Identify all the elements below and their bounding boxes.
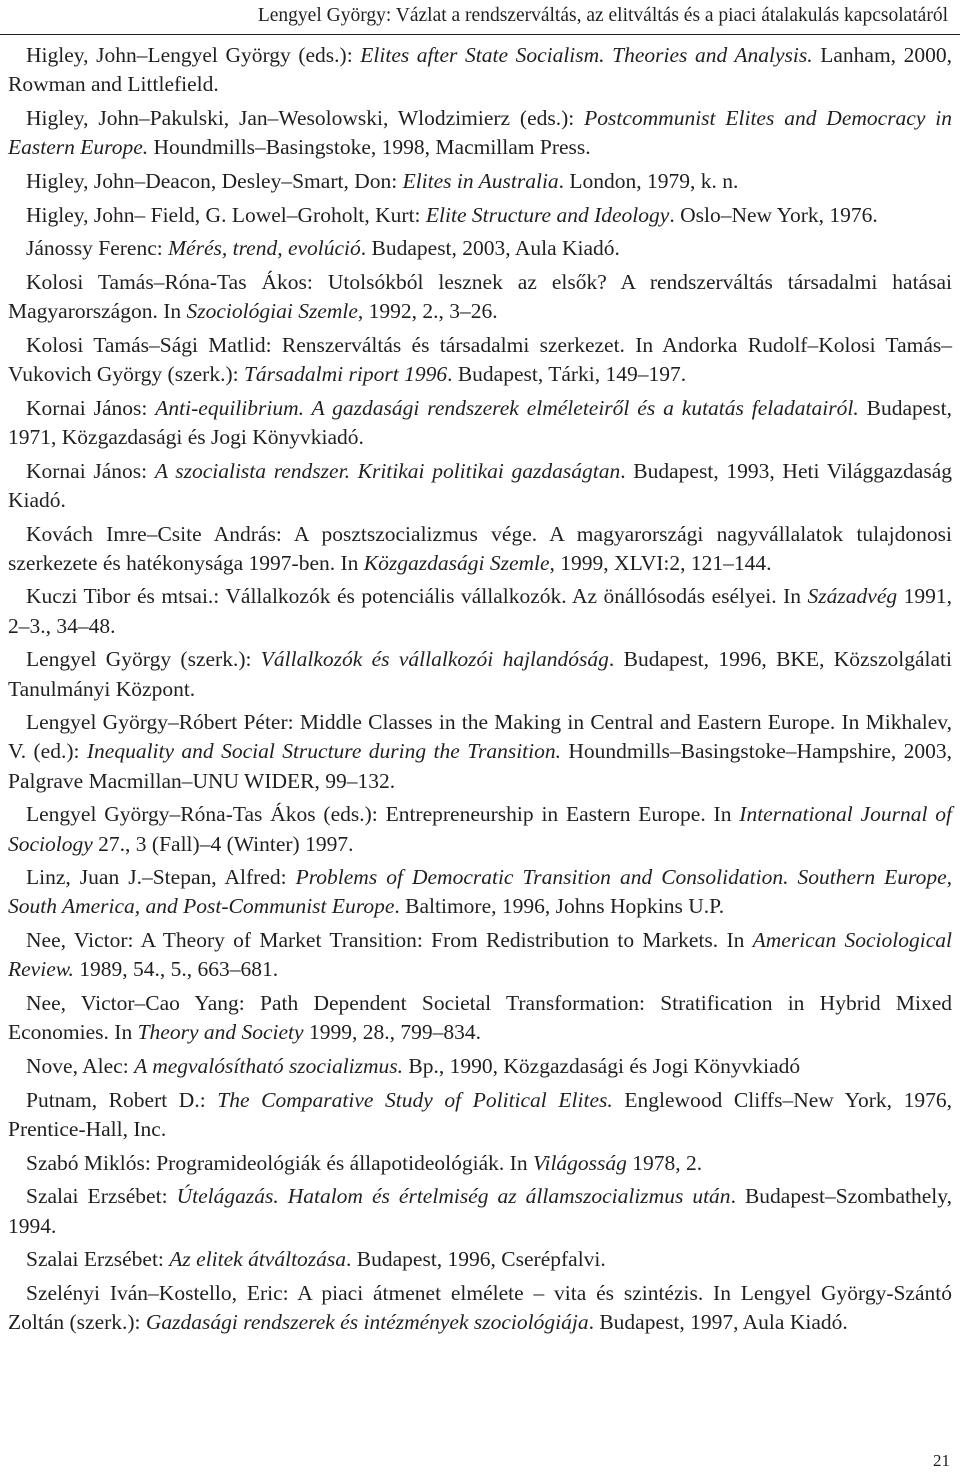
- reference-text: Lengyel György–Róbert Péter: Middle Classes in the Making in Central and Eastern Europe. In Mikhalev, V. (ed.):: [8, 710, 952, 764]
- reference-title-italic: Theory and Society: [137, 1020, 304, 1045]
- header-rule: [0, 34, 960, 35]
- reference-entry: [8, 708, 952, 796]
- reference-title-italic: Gazdasági rendszerek és intézmények szociológiája: [145, 1310, 589, 1335]
- reference-entry: [8, 1149, 952, 1178]
- reference-text: . Budapest, 1996, BKE, Közszolgálati Tanulmányi Központ.: [8, 647, 952, 701]
- reference-title-italic: Problems of Democratic Transition and Consolidation. Southern Europe, South America, and Post-Communist Europe: [8, 865, 953, 919]
- reference-text: Houndmills–Basingstoke–Hampshire, 2003, Palgrave Macmillan–UNU WIDER, 99–132.: [8, 739, 953, 793]
- reference-text: . Budapest, Tárki, 149–197.: [447, 362, 687, 387]
- reference-text: Higley, John–Lengyel György (eds.):: [26, 43, 361, 67]
- reference-title-italic: Szociológiai Szemle: [186, 299, 358, 324]
- reference-list: [8, 41, 952, 1342]
- reference-text: . Oslo–New York, 1976.: [669, 202, 878, 227]
- reference-entry: [8, 926, 952, 984]
- reference-title-italic: Elites after State Socialism. Theories and Analysis.: [360, 43, 813, 67]
- reference-text: Kolosi Tamás–Sági Matlid: Renszerváltás és társadalmi szerkezet. In Andorka Rudolf–Kolosi Tamás–Vukovich György (szerk.):: [8, 332, 952, 387]
- reference-text: 27., 3 (Fall)–4 (Winter) 1997.: [92, 831, 354, 856]
- reference-text: . Budapest, 1993, Heti Világgazdaság Kiadó.: [8, 458, 952, 512]
- reference-text: Szalai Erzsébet:: [26, 1247, 170, 1272]
- reference-entry: [8, 457, 952, 515]
- reference-text: Kolosi Tamás–Róna-Tas Ákos: Utolsókból lesznek az elsők? A rendszerváltás társadalmi hatásai Magyarországon. In: [8, 269, 952, 324]
- reference-entry: [8, 863, 952, 921]
- reference-entry: [8, 520, 952, 578]
- reference-title-italic: Társadalmi riport 1996: [243, 362, 448, 387]
- reference-text: Jánossy Ferenc:: [26, 236, 169, 261]
- reference-text: , 1999, XLVI:2, 121–144.: [549, 550, 772, 575]
- reference-title-italic: Inequality and Social Structure during the Transition.: [86, 739, 561, 764]
- reference-entry: [8, 582, 952, 640]
- reference-text: Lengyel György (szerk.):: [26, 647, 261, 672]
- page-number: 21: [933, 1451, 950, 1470]
- reference-title-italic: Vállalkozók és vállalkozói hajlandóság: [260, 647, 609, 672]
- reference-entry: [8, 1245, 952, 1274]
- reference-text: . London, 1979, k. n.: [558, 168, 739, 193]
- reference-entry: [8, 1279, 952, 1337]
- reference-text: Kovách Imre–Csite András: A posztszocializmus vége. A magyarországi nagyvállalatok tulajdonosi szerkezete és hatékonysága 1997-ben. In: [8, 521, 952, 575]
- reference-text: Szelényi Iván–Kostello, Eric: A piaci átmenet elmélete – vita és szintézis. In Lengyel György-Szántó Zoltán (szerk.):: [8, 1280, 952, 1335]
- reference-text: . Budapest, 2003, Aula Kiadó.: [360, 236, 620, 261]
- reference-title-italic: American Sociological Review.: [8, 928, 952, 982]
- reference-entry: [8, 234, 952, 263]
- reference-entry: [8, 268, 952, 326]
- reference-entry: [8, 989, 952, 1047]
- reference-title-italic: International Journal of Sociology: [8, 802, 952, 856]
- reference-title-italic: The Comparative Study of Political Elites.: [217, 1087, 613, 1112]
- reference-text: Houndmills–Basingstoke, 1998, Macmillam Press.: [148, 135, 591, 160]
- reference-entry: [8, 104, 952, 162]
- reference-text: Higley, John– Field, G. Lowel–Groholt, Kurt:: [26, 202, 426, 227]
- reference-title-italic: A szocialista rendszer. Kritikai politikai gazdaságtan: [154, 458, 621, 483]
- reference-title-italic: Anti-equilibrium. A gazdasági rendszerek elméleteiről és a kutatás feladatairól.: [155, 395, 859, 420]
- reference-text: Higley, John–Deacon, Desley–Smart, Don:: [26, 168, 403, 193]
- reference-entry: [8, 1086, 952, 1144]
- reference-text: Bp., 1990, Közgazdasági és Jogi Könyvkiadó: [403, 1054, 801, 1078]
- running-head: Lengyel György: Vázlat a rendszerváltás, az elitváltás és a piaci átalakulás kapcsolatáról: [257, 5, 948, 26]
- reference-entry: [8, 41, 952, 99]
- reference-title-italic: Közgazdasági Szemle: [363, 550, 550, 575]
- reference-text: Putnam, Robert D.:: [26, 1087, 218, 1112]
- reference-text: . Budapest–Szombathely, 1994.: [8, 1184, 952, 1238]
- reference-text: 1999, 28., 799–834.: [303, 1020, 481, 1045]
- reference-text: Kuczi Tibor és mtsai.: Vállalkozók és potenciális vállalkozók. Az önállósodás esélyei. In: [26, 584, 808, 609]
- reference-text: Nee, Victor–Cao Yang: Path Dependent Societal Transformation: Stratification in Hybrid Mixed Economies. In: [8, 991, 952, 1045]
- reference-entry: [8, 167, 952, 196]
- reference-text: . Baltimore, 1996, Johns Hopkins U.P.: [394, 894, 725, 919]
- reference-text: Englewood Cliffs–New York, 1976, Prentice-Hall, Inc.: [8, 1087, 953, 1141]
- reference-title-italic: Az elitek átváltozása: [169, 1247, 347, 1272]
- reference-text: . Budapest, 1997, Aula Kiadó.: [588, 1310, 848, 1335]
- reference-entry: [8, 394, 952, 452]
- reference-title-italic: A megvalósítható szocializmus.: [134, 1054, 404, 1078]
- reference-text: Kornai János:: [26, 395, 156, 420]
- reference-title-italic: Világosság: [532, 1150, 627, 1175]
- reference-text: 1989, 54., 5., 663–681.: [73, 957, 279, 982]
- reference-title-italic: Századvég: [807, 584, 898, 609]
- reference-text: Kornai János:: [26, 458, 155, 483]
- reference-text: Budapest, 1971, Közgazdasági és Jogi Könyvkiadó.: [8, 395, 953, 449]
- reference-text: , 1992, 2., 3–26.: [357, 299, 498, 324]
- reference-text: Linz, Juan J.–Stepan, Alfred:: [26, 865, 296, 890]
- reference-text: Lengyel György–Róna-Tas Ákos (eds.): Entrepreneurship in Eastern Europe. In: [26, 802, 740, 827]
- reference-entry: [8, 645, 952, 703]
- reference-entry: [8, 331, 952, 389]
- reference-entry: [8, 800, 952, 858]
- reference-title-italic: Elites in Australia: [402, 168, 559, 193]
- reference-title-italic: Elite Structure and Ideology: [425, 202, 670, 227]
- reference-title-italic: Mérés, trend, evolúció: [168, 236, 361, 261]
- reference-text: 1991, 2–3., 34–48.: [8, 584, 952, 638]
- reference-text: 1978, 2.: [626, 1150, 703, 1175]
- reference-entry: [8, 1182, 952, 1240]
- reference-text: Nee, Victor: A Theory of Market Transition: From Redistribution to Markets. In: [26, 928, 753, 953]
- reference-text: Nove, Alec:: [26, 1054, 135, 1078]
- reference-text: Lanham, 2000, Rowman and Littlefield.: [8, 43, 952, 97]
- reference-text: Szabó Miklós: Programideológiák és állapotideológiák. In: [26, 1150, 533, 1175]
- reference-title-italic: Útelágazás. Hatalom és értelmiség az államszocializmus után: [176, 1184, 731, 1209]
- reference-text: Higley, John–Pakulski, Jan–Wesolowski, Wlodzimierz (eds.):: [26, 105, 585, 130]
- reference-entry: [8, 1052, 952, 1081]
- reference-text: Szalai Erzsébet:: [26, 1184, 177, 1209]
- reference-text: . Budapest, 1996, Cserépfalvi.: [346, 1247, 606, 1272]
- reference-entry: [8, 201, 952, 230]
- reference-title-italic: Postcommunist Elites and Democracy in Eastern Europe.: [8, 105, 952, 160]
